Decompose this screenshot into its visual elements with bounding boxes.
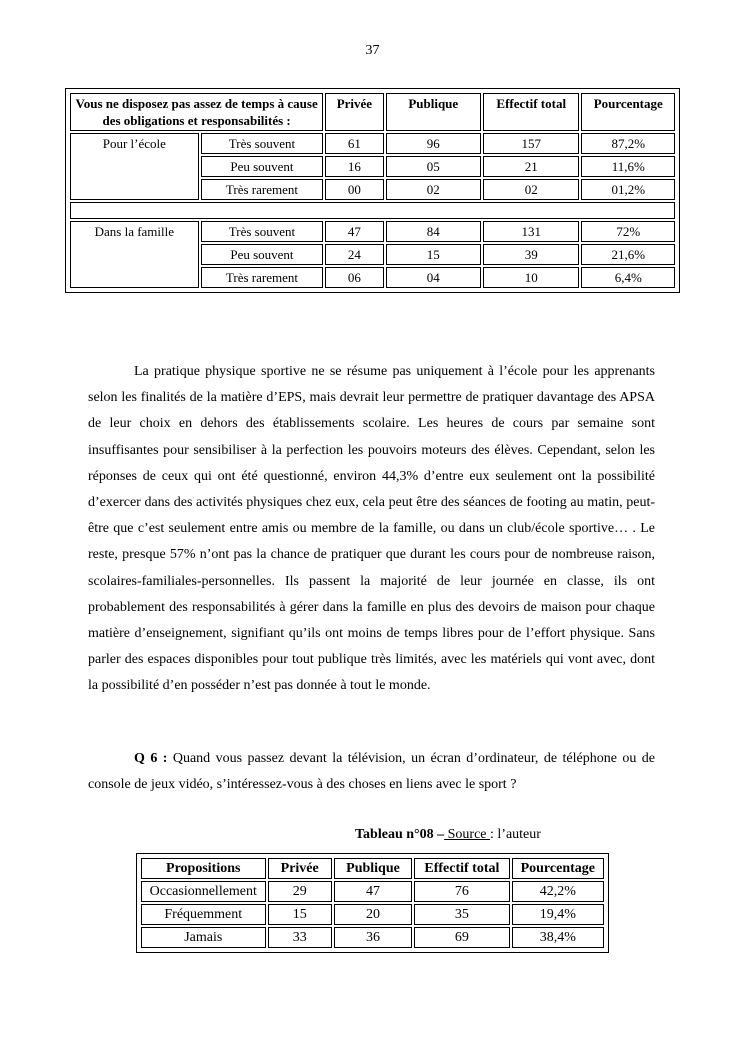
proposition-cell: Occasionnellement bbox=[141, 881, 266, 902]
publique-cell: 20 bbox=[334, 904, 412, 925]
total-cell: 21 bbox=[483, 156, 579, 177]
frequency-cell: Très souvent bbox=[201, 133, 324, 154]
privee-cell: 33 bbox=[268, 927, 332, 948]
column-header: Propositions bbox=[141, 858, 266, 879]
privee-cell: 00 bbox=[325, 179, 383, 200]
proposition-cell: Jamais bbox=[141, 927, 266, 948]
privee-cell: 24 bbox=[325, 244, 383, 265]
question-text: Quand vous passez devant la télévision, un écran d’ordinateur, de téléphone ou de console de jeux vidéo, s’intéressez-vous à des choses en liens avec le sport ? bbox=[88, 751, 655, 793]
percentage-cell: 42,2% bbox=[512, 881, 604, 902]
privee-cell: 15 bbox=[268, 904, 332, 925]
publique-cell: 05 bbox=[386, 156, 481, 177]
publique-cell: 84 bbox=[386, 221, 481, 242]
time-constraints-table bbox=[65, 88, 680, 293]
total-cell: 02 bbox=[483, 179, 579, 200]
column-header: Pourcentage bbox=[581, 93, 675, 131]
privee-cell: 61 bbox=[325, 133, 383, 154]
publique-cell: 15 bbox=[386, 244, 481, 265]
publique-cell: 36 bbox=[334, 927, 412, 948]
privee-cell: 16 bbox=[325, 156, 383, 177]
publique-cell: 04 bbox=[386, 267, 481, 288]
frequency-cell: Peu souvent bbox=[201, 156, 324, 177]
group-label: Dans la famille bbox=[70, 221, 199, 288]
table-spacer-row bbox=[70, 202, 675, 219]
privee-cell: 06 bbox=[325, 267, 383, 288]
table-row bbox=[70, 221, 675, 242]
publique-cell: 47 bbox=[334, 881, 412, 902]
total-cell: 69 bbox=[414, 927, 509, 948]
page-number: 37 bbox=[365, 43, 380, 58]
frequency-cell: Très rarement bbox=[201, 179, 324, 200]
question-header: Vous ne disposez pas assez de temps à cause des obligations et responsabilités : bbox=[70, 93, 323, 131]
proposition-cell: Fréquemment bbox=[141, 904, 266, 925]
table-row bbox=[141, 881, 604, 902]
total-cell: 35 bbox=[414, 904, 509, 925]
column-header: Publique bbox=[386, 93, 481, 131]
table-row bbox=[141, 927, 604, 948]
total-cell: 157 bbox=[483, 133, 579, 154]
percentage-cell: 72% bbox=[581, 221, 675, 242]
frequency-cell: Très souvent bbox=[201, 221, 324, 242]
total-cell: 10 bbox=[483, 267, 579, 288]
percentage-cell: 01,2% bbox=[581, 179, 675, 200]
column-header: Effectif total bbox=[414, 858, 509, 879]
total-cell: 131 bbox=[483, 221, 579, 242]
caption-source-value: : l’auteur bbox=[490, 827, 541, 842]
percentage-cell: 19,4% bbox=[512, 904, 604, 925]
column-header: Privée bbox=[268, 858, 332, 879]
column-header: Privée bbox=[325, 93, 383, 131]
caption-source-label: Source bbox=[444, 827, 491, 842]
column-header: Publique bbox=[334, 858, 412, 879]
caption-title: Tableau n°08 – bbox=[355, 827, 445, 842]
table-header-row bbox=[141, 858, 604, 879]
table-header-row bbox=[70, 93, 675, 131]
question-label: Q 6 : bbox=[134, 751, 168, 766]
publique-cell: 96 bbox=[386, 133, 481, 154]
percentage-cell: 11,6% bbox=[581, 156, 675, 177]
body-paragraph: La pratique physique sportive ne se résume pas uniquement à l’école pour les apprenants selon les finalités de la matière d’EPS, mais devrait leur permettre de pratiquer davantage des APSA de leur choix en dehors des établissements scolaire. Les heures de cours par semaine sont insuffisantes pour sensibiliser à la perfection les pouvoirs moteurs des élèves. Cependant, selon les réponses de ceux qui ont été questionné, environ 44,3% d’entre eux seulement ont la possibilité d’exercer dans des activités physiques chez eux, cela peut être des séances de footing au matin, peut-être que c’est seulement entre amis ou membre de la famille, ou dans un club/école sportive… . Le reste, presque 57% n’ont pas la chance de pratiquer que durant les cours pour de nombreuse raison, scolaires-familiales-personnelles. Ils passent la majorité de leur journée en classe, ils ont probablement des responsabilités à gérer dans la famille en plus des devoirs de maison pour chaque matière d’enseignement, signifiant qu’ils ont moins de temps libres pour de l’effort physique. Sans parler des espaces disponibles pour tout publique très limités, avec les matériels qui vont avec, dont la possibilité d’en posséder n’est pas donnée à tout le monde. bbox=[88, 364, 655, 694]
percentage-cell: 87,2% bbox=[581, 133, 675, 154]
table-caption bbox=[355, 827, 541, 843]
question-6 bbox=[88, 746, 655, 798]
column-header: Effectif total bbox=[483, 93, 579, 131]
frequency-cell: Peu souvent bbox=[201, 244, 324, 265]
table-row bbox=[141, 904, 604, 925]
column-header: Pourcentage bbox=[512, 858, 604, 879]
spacer-cell bbox=[70, 202, 675, 219]
total-cell: 39 bbox=[483, 244, 579, 265]
frequency-cell: Très rarement bbox=[201, 267, 324, 288]
percentage-cell: 21,6% bbox=[581, 244, 675, 265]
sport-media-interest-table bbox=[136, 853, 609, 953]
publique-cell: 02 bbox=[386, 179, 481, 200]
privee-cell: 47 bbox=[325, 221, 383, 242]
percentage-cell: 6,4% bbox=[581, 267, 675, 288]
total-cell: 76 bbox=[414, 881, 509, 902]
table-row bbox=[70, 133, 675, 154]
group-label: Pour l’école bbox=[70, 133, 199, 200]
percentage-cell: 38,4% bbox=[512, 927, 604, 948]
privee-cell: 29 bbox=[268, 881, 332, 902]
